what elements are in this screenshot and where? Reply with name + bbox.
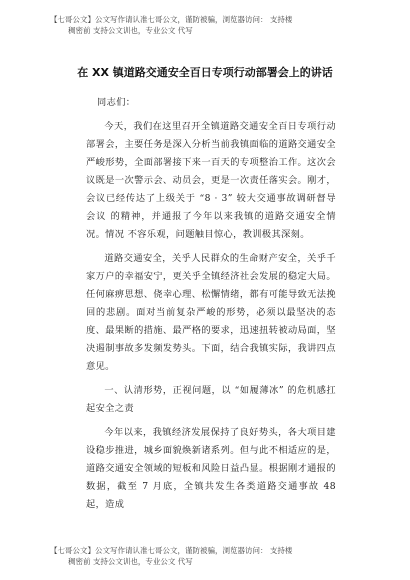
document-body [86,94,336,514]
document-title: 在 XX 镇道路交通安全百日专项行动部署会上的讲话 [77,66,333,79]
page-header [50,14,370,36]
greeting: 同志们： [97,97,136,108]
header-line-2: 稠密前 支持公文训也，专业公文 代写 [68,26,193,35]
header-line-1: 【七哥公文】公文写作请认准七哥公文，谨防被骗，浏览器访问： 支持楼 [50,15,293,24]
paragraph-1: 今天，我们在这里召开全镇道路交通安全百日专项行动部署会，主要任务是深入分析当前我镇面临的道路交通安全严峻形势，全面部署接下来一百天的专项整治工作。这次会议既是一次警示会、动员会，更是一次责任落实会。刚才，会议已经传达了上级关于 “8 · 3” 较大交通事故调研督导会议 的精神，并通报了今年以来我镇的道路交通安全情况。情况 不容乐观，问题触目惊心，教训极其深刻。 [86,121,336,240]
paragraph-3: 今年以来，我镇经济发展保持了良好势头，各大项目建设稳步推进，城乡面貌焕新诸系列。但与此不相适应的是，道路交通安全领域的短板和风险日益凸显。根据刚才通报的数据，截至 7 月底，全镇共发生各类道路交通事故 48 起，造成 [86,427,336,510]
page-footer [50,545,370,567]
section-heading-1: 一、认清形势，正视问题，以 “如履薄冰” 的危机感扛起安全之责 [86,385,336,414]
footer-line-2: 稠密前 支持公文训也，专业公文 代写 [68,557,193,566]
paragraph-2: 道路交通安全，关乎人民群众的生命财产安全，关乎千家万户的幸福安宁，更关乎全镇经济社会发展的稳定大局。任何麻痹思想、侥幸心理、松懈情绪，都有可能导致无法挽回的悲剧。面对当前复杂严峻的形势，必须以最坚决的态度、最果断的措施、最严格的要求，迅速扭转被动局面，坚决遏制事故多发频发势头。下面，结合我镇实际，我讲四点意见。 [86,253,336,372]
footer-line-1: 【七哥公文】公文写作请认准七哥公文，谨防被骗，浏览器访问： 支持楼 [50,546,293,555]
